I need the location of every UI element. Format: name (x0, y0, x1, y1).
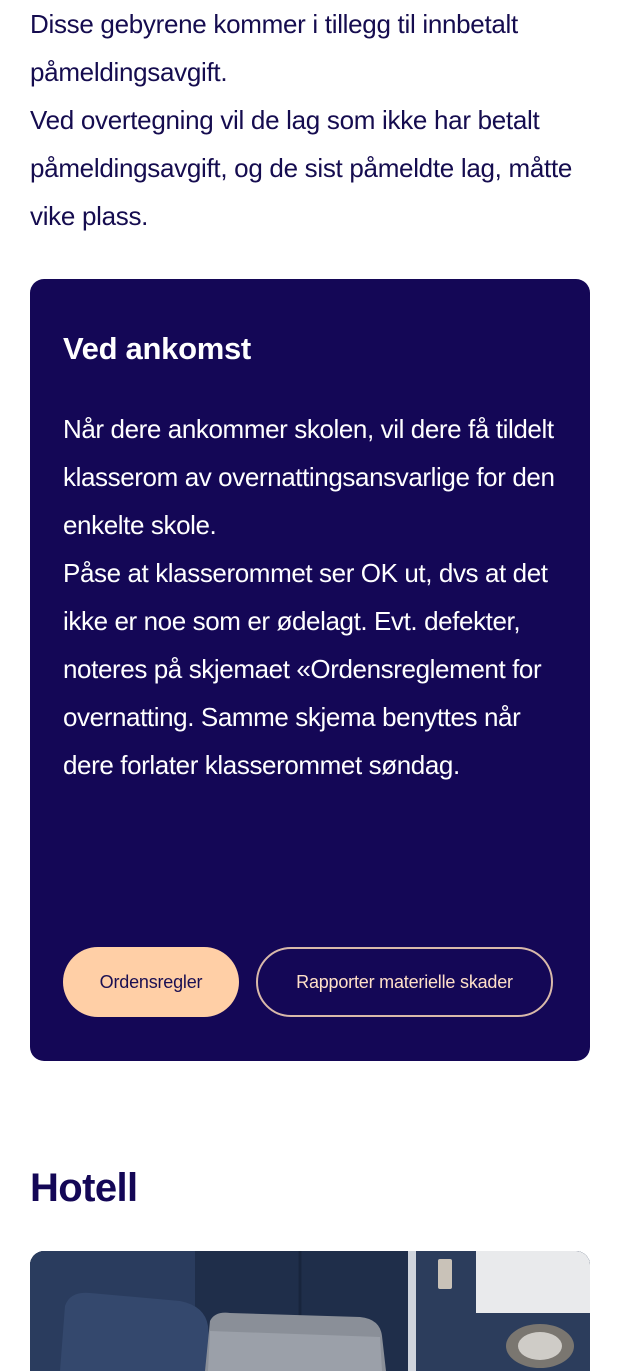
rules-button[interactable]: Ordensregler (63, 947, 239, 1017)
arrival-card-title: Ved ankomst (63, 331, 251, 366)
report-damage-button[interactable]: Rapporter materielle skader (256, 947, 553, 1017)
hotel-room-image (30, 1251, 590, 1371)
arrival-paragraph-classroom: Når dere ankommer skolen, vil dere få tildelt klasserom av overnattingsansvarlige for den enkelte skole. (63, 414, 555, 540)
intro-paragraph-overbooking: Ved overtegning vil de lag som ikke har betalt påmeldingsavgift, og de sist påmeldte lag, måtte vike plass. (30, 105, 573, 231)
hotel-room-illustration (30, 1251, 590, 1371)
arrival-paragraph-inspection: Påse at klasserommet ser OK ut, dvs at det ikke er noe som er ødelagt. Evt. defekter, noteres på skjemaet «Ordensreglement for overnatting. Samme skjema benyttes når dere forlater klasserommet søndag. (63, 558, 548, 780)
intro-text (30, 0, 600, 240)
arrival-card-actions (63, 947, 553, 1017)
hotel-section-title: Hotell (30, 1166, 138, 1210)
arrival-info-card (30, 279, 590, 1061)
arrival-card-body (63, 405, 557, 789)
intro-paragraph-fees: Disse gebyrene kommer i tillegg til innbetalt påmeldingsavgift. (30, 9, 518, 87)
